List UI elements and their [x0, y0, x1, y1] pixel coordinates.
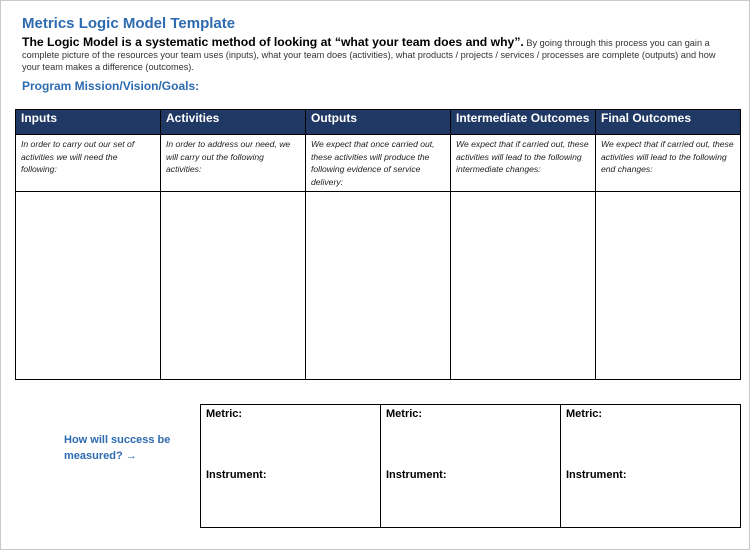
entry-outputs[interactable] [306, 192, 451, 380]
mission-label: Program Mission/Vision/Goals: [22, 79, 200, 93]
metric-box-3[interactable] [561, 405, 741, 528]
metrics-table [200, 404, 741, 528]
intro-body: By going through this process you can gain a complete picture of the resources your team uses (inputs), what your team does (activities), what products / projects / services / processes are complete (outputs) and how your team makes a difference (outcomes). [22, 38, 716, 72]
desc-inputs: In order to carry out our set of activities we will need the following: [16, 135, 161, 192]
desc-activities: In order to address our need, we will carry out the following activities: [161, 135, 306, 192]
entry-inputs[interactable] [16, 192, 161, 380]
desc-final-outcomes: We expect that if carried out, these activities will lead to the following end changes: [596, 135, 741, 192]
metric-box-2[interactable] [381, 405, 561, 528]
entry-activities[interactable] [161, 192, 306, 380]
success-measure-question [64, 432, 174, 464]
instrument-label: Instrument: [386, 469, 447, 481]
desc-outputs: We expect that once carried out, these activities will produce the following evidence of service delivery: [306, 135, 451, 192]
header-activities: Activities [161, 110, 306, 135]
logic-description-row [16, 135, 741, 192]
metrics-row [201, 405, 741, 528]
instrument-label: Instrument: [566, 469, 627, 481]
metric-label: Metric: [206, 408, 243, 420]
document-title: Metrics Logic Model Template [22, 15, 236, 32]
header-inputs: Inputs [16, 110, 161, 135]
intro-paragraph [22, 36, 734, 73]
header-intermediate-outcomes: Intermediate Outcomes [451, 110, 596, 135]
logic-header-row [16, 110, 741, 135]
logic-entry-row [16, 192, 741, 380]
header-outputs: Outputs [306, 110, 451, 135]
success-measure-text: How will success be measured? → [64, 434, 171, 462]
metric-box-1[interactable] [201, 405, 381, 528]
logic-model-table [15, 109, 741, 380]
header-final-outcomes: Final Outcomes [596, 110, 741, 135]
metric-label: Metric: [566, 408, 603, 420]
metric-label: Metric: [386, 408, 423, 420]
instrument-label: Instrument: [206, 469, 267, 481]
entry-final-outcomes[interactable] [596, 192, 741, 380]
intro-lead: The Logic Model is a systematic method of looking at “what your team does and why”. [22, 35, 524, 49]
desc-intermediate-outcomes: We expect that if carried out, these activities will lead to the following intermediate changes: [451, 135, 596, 192]
entry-intermediate-outcomes[interactable] [451, 192, 596, 380]
